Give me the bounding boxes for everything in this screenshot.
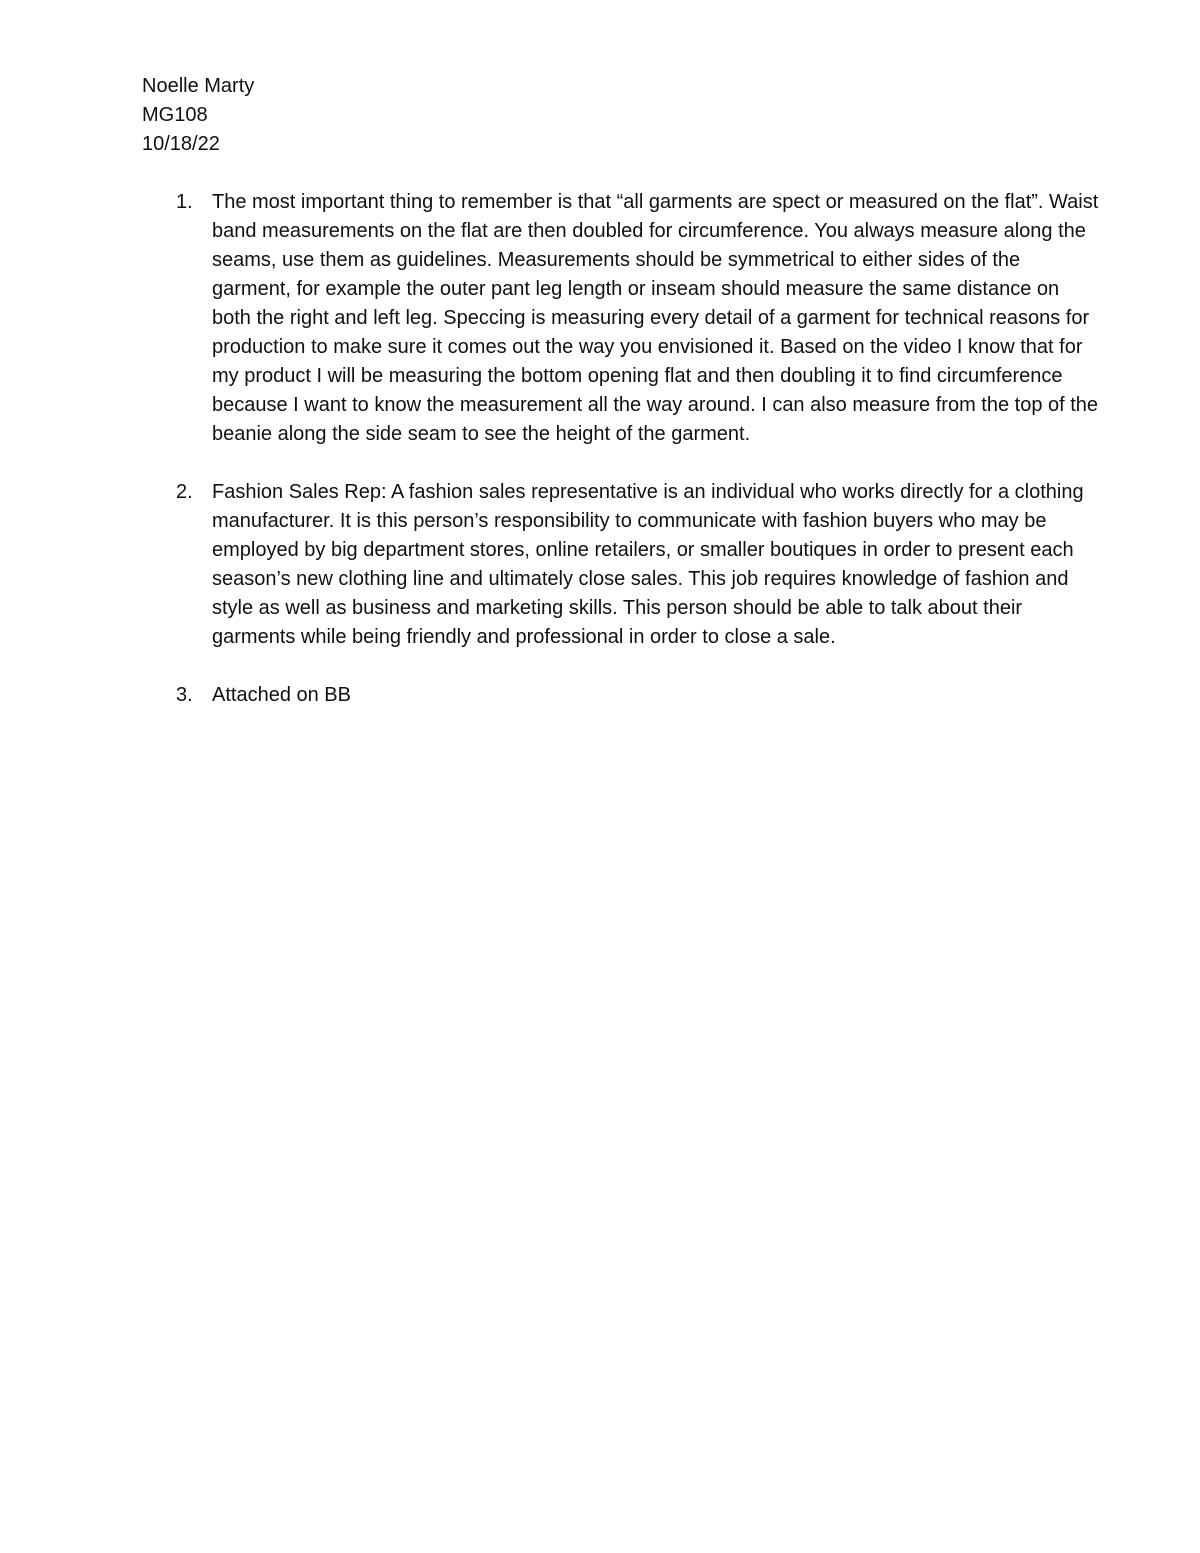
answer-text: Fashion Sales Rep: A fashion sales representative is an individual who works directly for a clothing manufacturer. It is this person’s responsibility to communicate with fashion buyers who may be employed by big department stores, online retailers, or smaller boutiques in order to present each season’s new clothing line and ultimately close sales. This job requires knowledge of fashion and style as well as business and marketing skills. This person should be able to talk about their garments while being friendly and professional in order to close a sale. (212, 481, 1084, 648)
answer-text: The most important thing to remember is that “all garments are spect or measured on the flat”. Waist band measurements on the flat are then doubled for circumference. You always measure along the seams, use them as guidelines. Measurements should be symmetrical to either sides of the garment, for example the outer pant leg length or inseam should measure the same distance on both the right and left leg. Speccing is measuring every detail of a garment for technical reasons for production to make sure it comes out the way you envisioned it. Based on the video I know that for my product I will be measuring the bottom opening flat and then doubling it to find circumference because I want to know the measurement all the way around. I can also measure from the top of the beanie along the side seam to see the height of the garment. (212, 191, 1099, 445)
document-header (142, 72, 254, 159)
answer-text: Attached on BB (212, 684, 351, 706)
course-code: MG108 (142, 104, 208, 126)
answer-number: 1. (176, 191, 193, 213)
answer-item-1 (142, 188, 1102, 449)
answer-list (142, 188, 1102, 739)
answer-number: 3. (176, 684, 193, 706)
document-date: 10/18/22 (142, 133, 220, 155)
answer-item-2 (142, 478, 1102, 652)
answer-number: 2. (176, 481, 193, 503)
answer-item-3 (142, 681, 1102, 710)
author-name: Noelle Marty (142, 75, 255, 97)
